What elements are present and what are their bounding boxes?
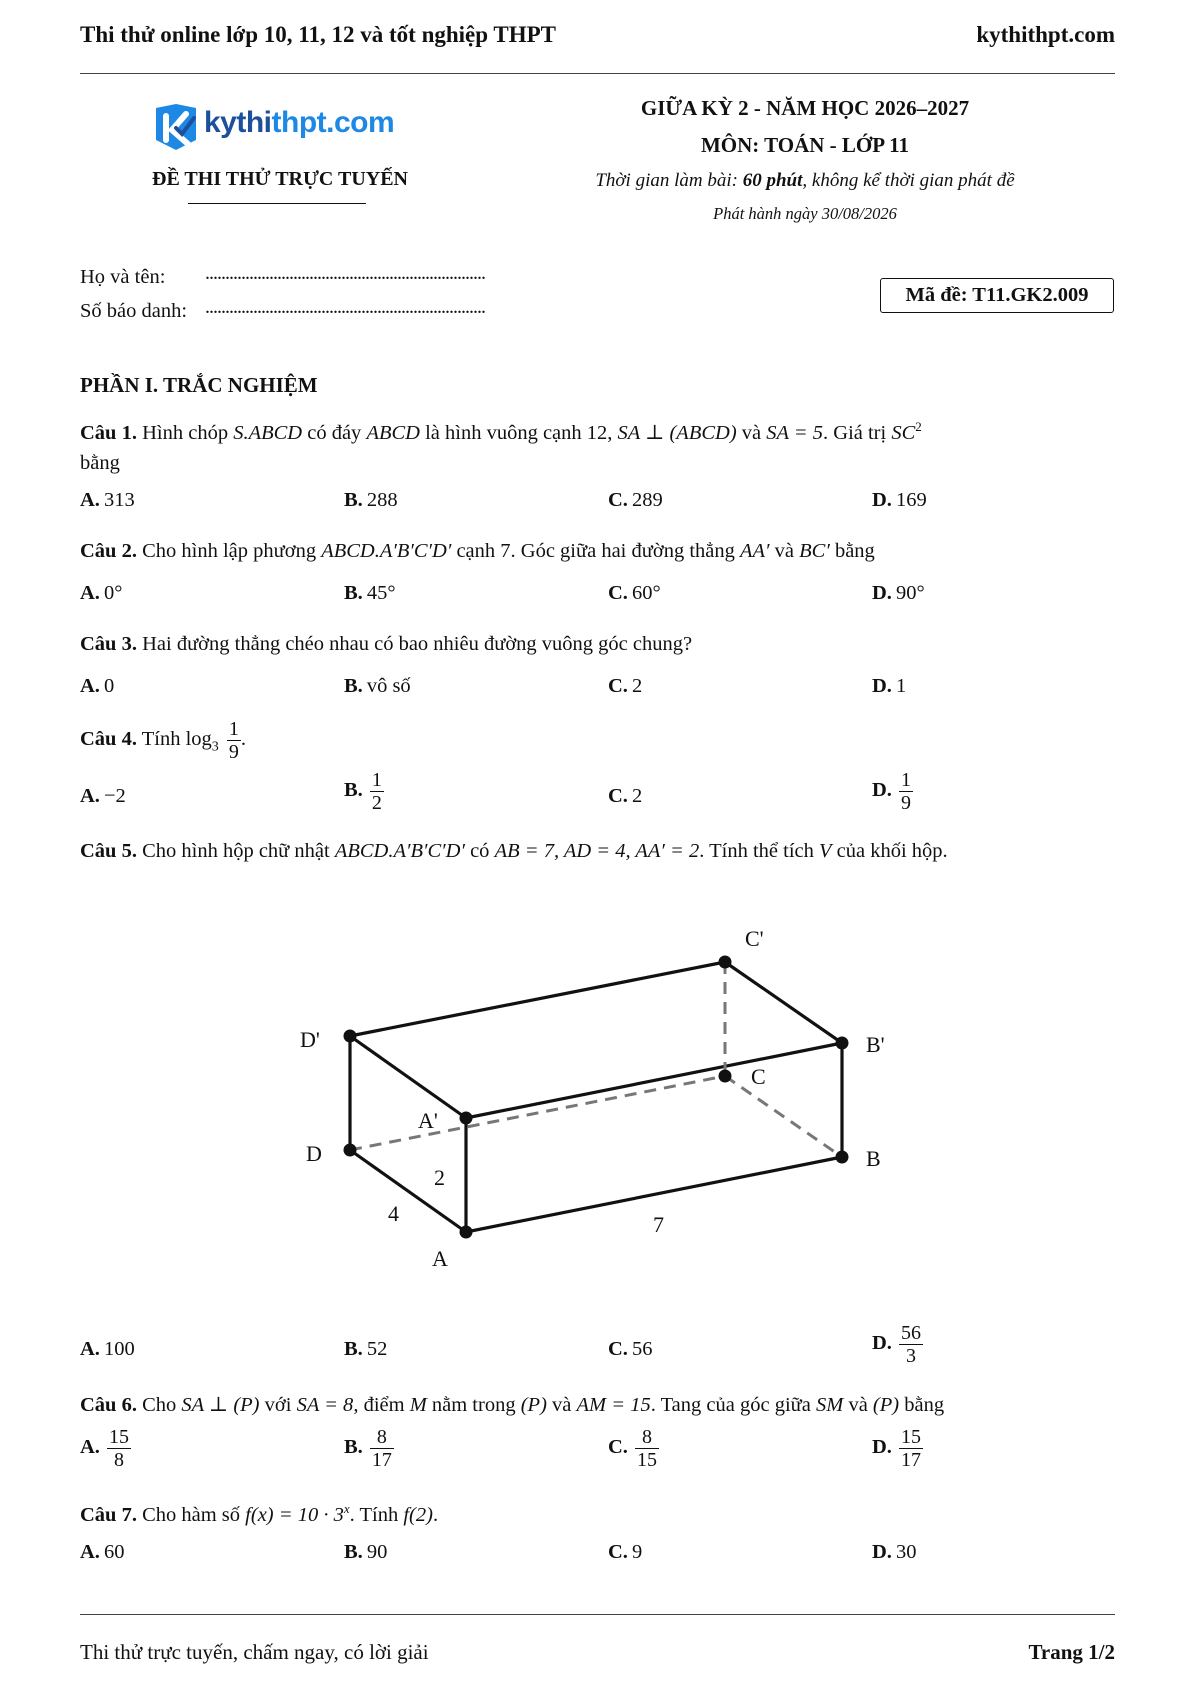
q6-choice-b[interactable]: B. $\frac{8}{17}$ — [344, 1426, 392, 1471]
label-aa-length: 2 — [434, 1165, 445, 1190]
question-3: Câu 3. Hai đường thẳng chéo nhau có bao nhiêu đường vuông góc chung? — [80, 633, 693, 655]
label-b: B — [866, 1146, 881, 1171]
edge-dp-ap — [350, 1036, 466, 1118]
q6-choice-c[interactable]: C. $\frac{8}{15}$ — [608, 1426, 657, 1471]
footer-rule — [80, 1614, 1115, 1615]
edge-d-c — [350, 1076, 725, 1150]
q5-choice-c[interactable]: C. 56 — [608, 1338, 653, 1360]
exam-title: GIỮA KỲ 2 - NĂM HỌC 2026–2027 — [640, 96, 970, 120]
header-left: Thi thử online lớp 10, 11, 12 và tốt nghiệp THPT — [80, 22, 556, 47]
q3-choice-b[interactable]: B. vô số — [344, 675, 411, 697]
q1-choice-b[interactable]: B. 288 — [344, 489, 398, 511]
exam-release: Phát hành ngày 30/08/2026 — [713, 204, 897, 223]
label-a: A — [432, 1246, 448, 1271]
label-ap: A' — [418, 1108, 438, 1133]
q3-choice-d[interactable]: D. 1 — [872, 675, 907, 697]
label-ab-length: 7 — [653, 1212, 664, 1237]
q7-choice-c[interactable]: C. 9 — [608, 1541, 643, 1563]
q6-choice-d[interactable]: D. $\frac{15}{17}$ — [872, 1426, 921, 1471]
q2-choice-c[interactable]: C. 60° — [608, 582, 661, 604]
q4-choice-a[interactable]: A. −2 — [80, 785, 126, 807]
vertex-c — [719, 1070, 732, 1083]
q4-choice-d[interactable]: D. $\frac{1}{9}$ — [872, 769, 911, 814]
vertex-a — [460, 1226, 473, 1239]
label-c: C — [751, 1064, 766, 1089]
q1-choice-d[interactable]: D. 169 — [872, 489, 927, 511]
q5-choice-b[interactable]: B. 52 — [344, 1338, 388, 1360]
question-4: Câu 4. Tính $\log_3$ $\frac{1}{9}$ . — [80, 718, 247, 763]
exam-code-badge: Mã đề: T11.GK2.009 — [880, 278, 1114, 313]
q5-choice-a[interactable]: A. 100 — [80, 1338, 135, 1360]
q3-choice-c[interactable]: C. 2 — [608, 675, 643, 697]
vertex-b — [836, 1151, 849, 1164]
q7-choice-d[interactable]: D. 30 — [872, 1541, 917, 1563]
question-7: Câu 7. Cho hàm số $f(x) = 10 \cdot 3^x$. Tính f(2). — [80, 1501, 439, 1526]
question-2: Câu 2. Cho hình lập phương ABCD.A′B′C′D′ cạnh 7. Góc giữa hai đường thẳng AA′ và BC′ bằng — [80, 540, 875, 562]
q4-choice-b[interactable]: B. $\frac{1}{2}$ — [344, 769, 382, 814]
header-right[interactable]: kythithpt.com — [976, 22, 1115, 47]
logo-text-b: thpt.com — [271, 106, 395, 139]
question-5: Câu 5. Cho hình hộp chữ nhật ABCD.A′B′C′D′ có AB = 7, AD = 4, AA′ = 2. Tính thể tích V của khối hộp. — [80, 840, 948, 862]
q1-choice-a[interactable]: A. 313 — [80, 489, 135, 511]
edge-c-b — [725, 1076, 842, 1157]
edge-ap-bp — [466, 1043, 842, 1118]
label-cp: C' — [745, 926, 764, 951]
section-title: PHẦN I. TRẮC NGHIỆM — [80, 373, 318, 397]
edge-dp-cp — [350, 962, 725, 1036]
vertex-d — [344, 1144, 357, 1157]
edge-cp-bp — [725, 962, 842, 1043]
q2-choice-a[interactable]: A. 0° — [80, 582, 123, 604]
label-d: D — [306, 1141, 322, 1166]
exam-time: Thời gian làm bài: 60 phút, không kể thời gian phát đề — [595, 170, 1015, 191]
q6-choice-a[interactable]: A. $\frac{15}{8}$ — [80, 1426, 129, 1471]
exam-subject: MÔN: TOÁN - LỚP 11 — [700, 133, 910, 157]
name-label: Họ và tên: — [80, 266, 166, 288]
vertex-cp — [719, 956, 732, 969]
id-field[interactable]: ...................................................................... — [205, 296, 485, 318]
q4-choice-c[interactable]: C. 2 — [608, 785, 643, 807]
q3-choice-a[interactable]: A. 0 — [80, 675, 115, 697]
q5-choice-d[interactable]: D. $\frac{56}{3}$ — [872, 1322, 921, 1367]
label-ad-length: 4 — [388, 1201, 399, 1226]
q1-choice-c[interactable]: C. 289 — [608, 489, 663, 511]
name-field[interactable]: ...................................................................... — [205, 262, 485, 284]
label-bp: B' — [866, 1032, 885, 1057]
q2-choice-d[interactable]: D. 90° — [872, 582, 925, 604]
id-label: Số báo danh: — [80, 300, 188, 322]
label-dp: D' — [300, 1027, 320, 1052]
vertex-ap — [460, 1112, 473, 1125]
edge-d-a — [350, 1150, 466, 1232]
logo-subtitle: ĐỀ THI THỬ TRỰC TUYẾN — [152, 168, 408, 190]
q7-choice-b[interactable]: B. 90 — [344, 1541, 388, 1563]
q2-choice-b[interactable]: B. 45° — [344, 582, 396, 604]
logo-text-a: kythi — [204, 106, 272, 139]
vertex-bp — [836, 1037, 849, 1050]
question-1: Câu 1. Hình chóp S.ABCD có đáy ABCD là hình vuông cạnh 12, SA ⊥ (ABCD) và SA = 5. Giá trị $SC^2$ bằng — [80, 419, 922, 474]
vertex-dp — [344, 1030, 357, 1043]
page-number: Trang 1/2 — [1028, 1640, 1115, 1664]
question-6: Câu 6. Cho SA ⊥ (P) với SA = 8, điểm M nằm trong (P) và AM = 15. Tang của góc giữa SM và (P) bằng — [80, 1394, 945, 1416]
q7-choice-a[interactable]: A. 60 — [80, 1541, 125, 1563]
footer-left: Thi thử trực tuyến, chấm ngay, có lời giải — [80, 1640, 429, 1664]
